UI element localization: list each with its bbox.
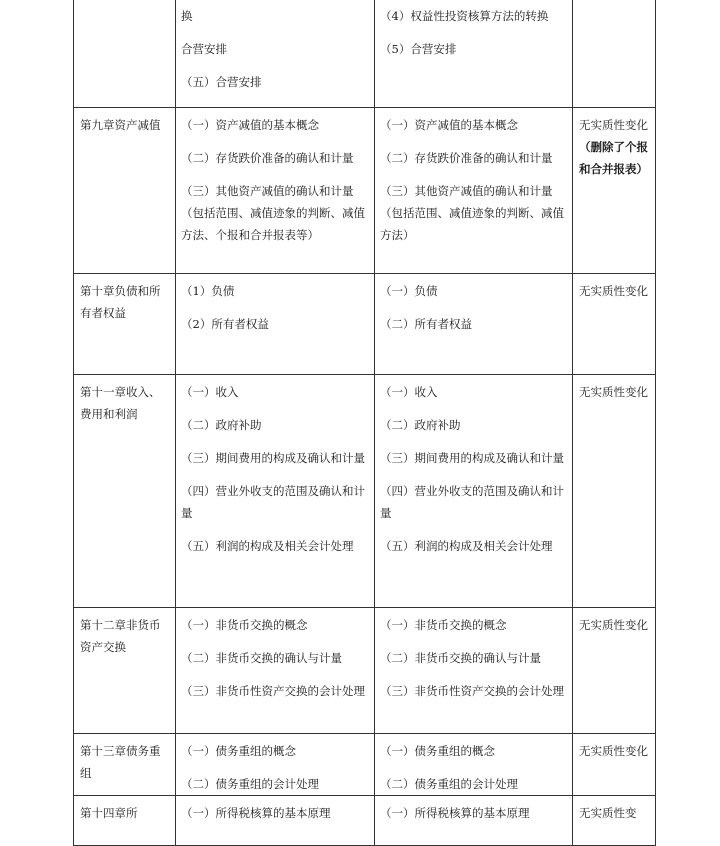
syllabus-item: （二）非货币交换的确认与计量 — [380, 651, 541, 665]
syllabus-item: （三）其他资产减值的确认和计量（包括范围、减值迹象的判断、减值方法） — [380, 184, 564, 242]
new-syllabus-cell — [375, 0, 573, 108]
chapter-title: 第十一章收入、费用和利润 — [80, 385, 161, 421]
old-syllabus-cell — [176, 375, 375, 608]
old-syllabus-cell — [176, 796, 375, 846]
table-row — [74, 796, 656, 846]
change-cell — [573, 108, 656, 274]
change-cell — [573, 274, 656, 375]
table-body — [74, 0, 656, 846]
table-row — [74, 608, 656, 734]
syllabus-item: （二）存货跌价准备的确认和计量 — [181, 151, 354, 165]
chapter-cell — [74, 108, 176, 274]
old-syllabus-cell — [176, 734, 375, 796]
syllabus-item: （一）债务重组的概念 — [181, 744, 296, 758]
syllabus-item: （五）利润的构成及相关会计处理 — [181, 539, 354, 553]
syllabus-item: （1）负债 — [181, 284, 235, 298]
syllabus-item: （一）资产减值的基本概念 — [181, 118, 319, 132]
chapter-cell — [74, 608, 176, 734]
syllabus-item: （二）非货币交换的确认与计量 — [181, 651, 342, 665]
syllabus-item: （三）非货币性资产交换的会计处理 — [380, 684, 564, 698]
syllabus-item: （一）债务重组的概念 — [380, 744, 495, 758]
old-syllabus-cell — [176, 274, 375, 375]
chapter-title: 第十二章非货币资产交换 — [80, 618, 161, 654]
syllabus-item: （四）营业外收支的范围及确认和计量 — [380, 484, 564, 520]
syllabus-item: （三）其他资产减值的确认和计量（包括范围、减值迹象的判断、减值方法、个报和合并报表等） — [181, 184, 365, 242]
syllabus-item: （三）期间费用的构成及确认和计量 — [380, 451, 564, 465]
syllabus-item: （三）非货币性资产交换的会计处理 — [181, 684, 365, 698]
syllabus-item: （二）政府补助 — [380, 418, 461, 432]
new-syllabus-cell — [375, 108, 573, 274]
table-row — [74, 0, 656, 108]
change-note: 无实质性变化 — [579, 744, 648, 758]
syllabus-item: （5）合营安排 — [380, 42, 457, 56]
old-syllabus-cell — [176, 608, 375, 734]
change-cell — [573, 0, 656, 108]
change-note: 无实质性变化 — [579, 284, 648, 298]
syllabus-item: （一）负债 — [380, 284, 438, 298]
new-syllabus-cell — [375, 274, 573, 375]
chapter-title: 第十章负债和所有者权益 — [80, 284, 161, 320]
change-cell — [573, 375, 656, 608]
chapter-title: 第十三章债务重组 — [80, 744, 161, 780]
change-detail: （删除了个报和合并报表） — [579, 140, 648, 176]
syllabus-item: 合营安排 — [181, 42, 227, 56]
chapter-title: 第九章资产减值 — [80, 118, 161, 132]
syllabus-item: （二）债务重组的会计处理 — [380, 777, 518, 791]
syllabus-item: 换 — [181, 9, 193, 23]
syllabus-item: （三）期间费用的构成及确认和计量 — [181, 451, 365, 465]
chapter-cell — [74, 375, 176, 608]
comparison-table — [73, 0, 656, 846]
syllabus-item: （五）利润的构成及相关会计处理 — [380, 539, 553, 553]
syllabus-item: （2）所有者权益 — [181, 317, 269, 331]
new-syllabus-cell — [375, 608, 573, 734]
syllabus-item: （一）收入 — [380, 385, 438, 399]
table-row — [74, 734, 656, 796]
new-syllabus-cell — [375, 734, 573, 796]
new-syllabus-cell — [375, 375, 573, 608]
change-note: 无实质性变 — [579, 806, 637, 820]
change-note: 无实质性变化 — [579, 618, 648, 632]
chapter-title: 第十四章所 — [80, 806, 138, 820]
syllabus-item: （二）政府补助 — [181, 418, 262, 432]
old-syllabus-cell — [176, 108, 375, 274]
syllabus-item: （二）所有者权益 — [380, 317, 472, 331]
syllabus-item: （一）所得税核算的基本原理 — [181, 806, 331, 820]
syllabus-item: （一）所得税核算的基本原理 — [380, 806, 530, 820]
syllabus-item: （二）存货跌价准备的确认和计量 — [380, 151, 553, 165]
syllabus-item: （一）收入 — [181, 385, 239, 399]
syllabus-item: （五）合营安排 — [181, 75, 262, 89]
chapter-cell — [74, 274, 176, 375]
change-note: 无实质性变化 — [579, 118, 648, 132]
old-syllabus-cell — [176, 0, 375, 108]
syllabus-item: （4）权益性投资核算方法的转换 — [380, 9, 549, 23]
table-row — [74, 274, 656, 375]
change-cell — [573, 796, 656, 846]
chapter-cell — [74, 734, 176, 796]
syllabus-item: （一）资产减值的基本概念 — [380, 118, 518, 132]
chapter-cell — [74, 0, 176, 108]
change-cell — [573, 608, 656, 734]
syllabus-item: （一）非货币交换的概念 — [380, 618, 507, 632]
table-row — [74, 375, 656, 608]
syllabus-item: （四）营业外收支的范围及确认和计量 — [181, 484, 365, 520]
table-row — [74, 108, 656, 274]
change-note: 无实质性变化 — [579, 385, 648, 399]
syllabus-item: （二）债务重组的会计处理 — [181, 777, 319, 791]
change-cell — [573, 734, 656, 796]
chapter-cell — [74, 796, 176, 846]
syllabus-item: （一）非货币交换的概念 — [181, 618, 308, 632]
new-syllabus-cell — [375, 796, 573, 846]
